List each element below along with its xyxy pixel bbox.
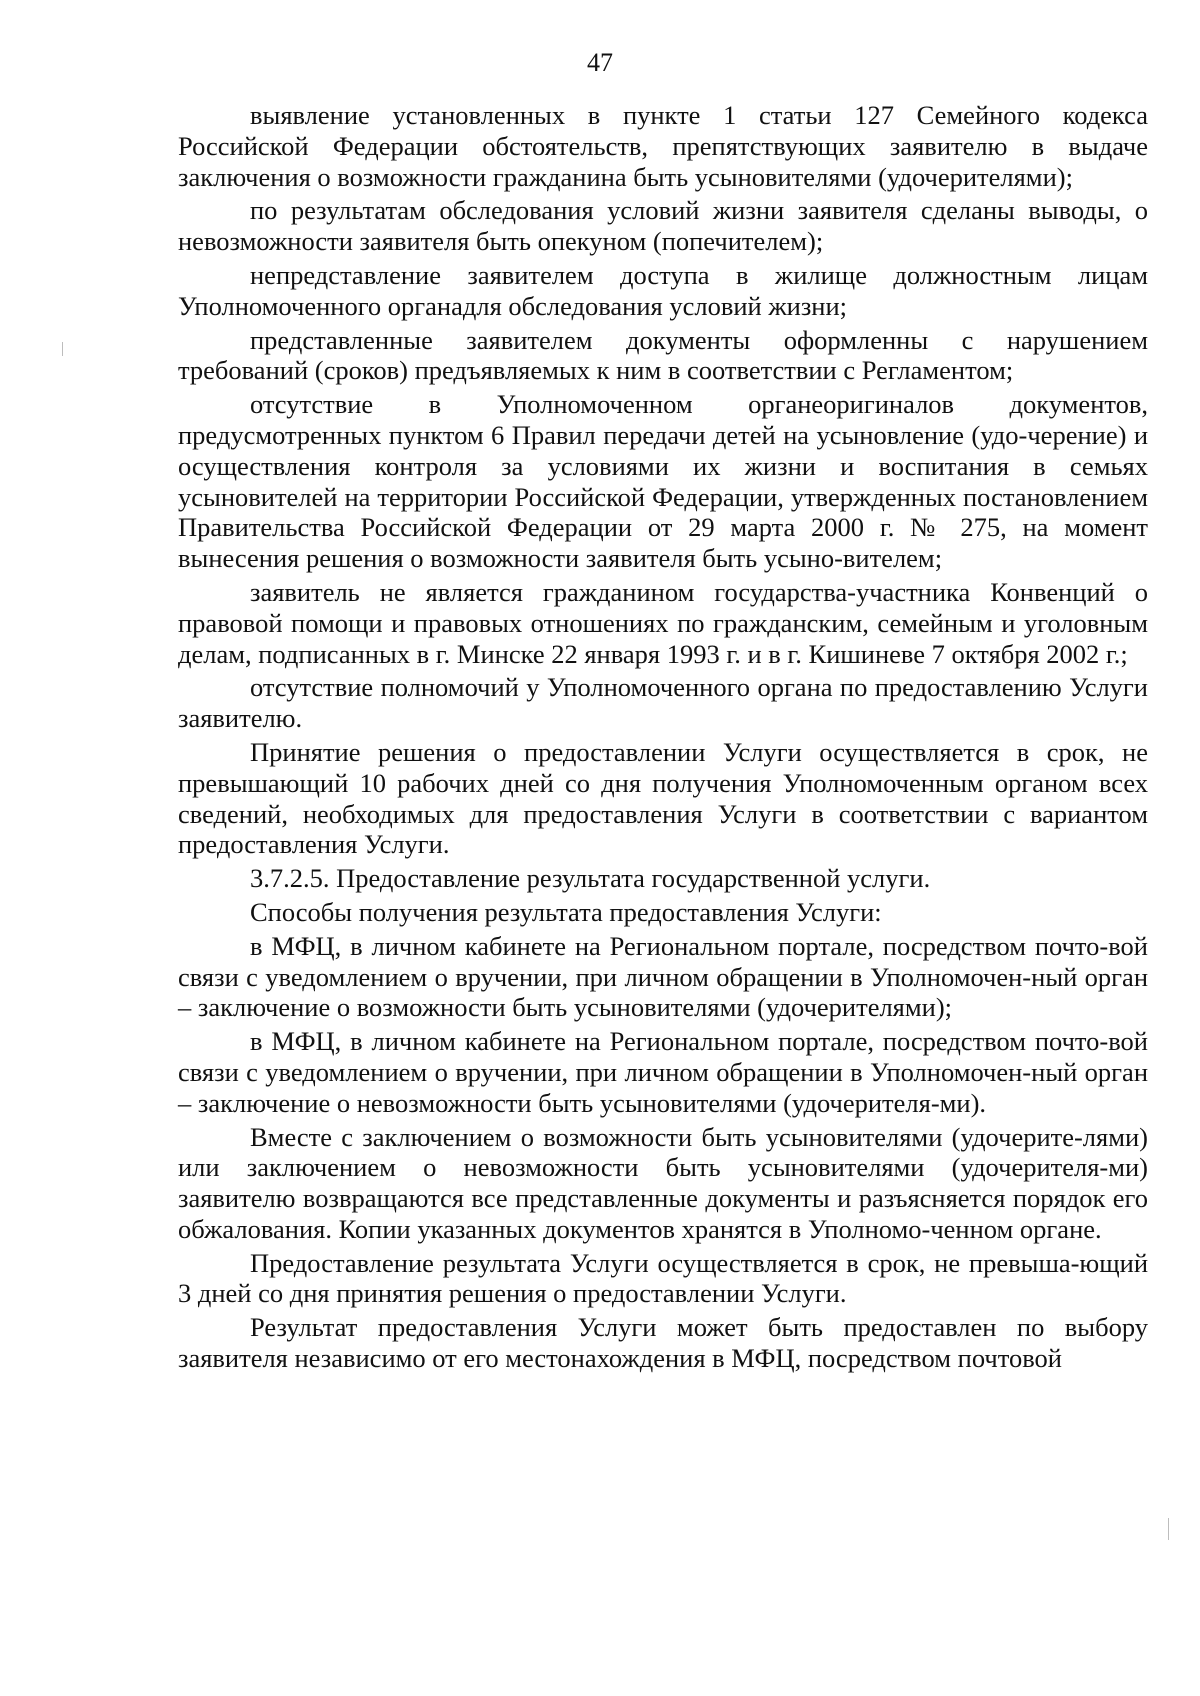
scan-mark-left (62, 342, 63, 356)
paragraph: Вместе с заключением о возможности быть усыновителями (удочерите-лями) или заключением о невозможности быть усыновителями (удочерителя-ми) заявителю возвращаются все представленные документы и разъясняется порядок его обжалования. Копии указанных документов хранятся в Уполномо-ченном органе. (178, 1121, 1148, 1244)
paragraph: по результатам обследования условий жизни заявителя сделаны выводы, о невозможности заявителя быть опекуном (попечителем); (178, 195, 1148, 257)
document-body (178, 100, 1148, 1377)
paragraph: выявление установленных в пункте 1 статьи 127 Семейного кодекса Российской Федерации обстоятельств, препятствующих заявителю в выдаче заключения о возможности гражданина быть усыновителями (удочерителями); (178, 100, 1148, 192)
page-number: 47 (587, 48, 613, 77)
paragraph: Принятие решения о предоставлении Услуги осуществляется в срок, не превышающий 10 рабочих дней со дня получения Уполномоченным органом всех сведений, необходимых для предоставления Услуги в соответствии с вариантом предоставления Услуги. (178, 736, 1148, 860)
paragraph: в МФЦ, в личном кабинете на Региональном портале, посредством почто-вой связи с уведомлением о вручении, при личном обращении в Уполномочен-ный орган – заключение о невозможности быть усыновителями (удочерителя-ми). (178, 1026, 1148, 1118)
paragraph: непредставление заявителем доступа в жилище должностным лицам Уполномоченного органадля обследования условий жизни; (178, 259, 1148, 321)
paragraph: Предоставление результата Услуги осуществляется в срок, не превыша-ющий 3 дней со дня принятия решения о предоставлении Услуги. (178, 1247, 1148, 1309)
paragraph: Способы получения результата предоставления Услуги: (250, 896, 882, 927)
paragraph: представленные заявителем документы оформленны с нарушением требований (сроков) предъявляемых к ним в соответствии с Регламентом; (178, 324, 1148, 386)
paragraph: отсутствие полномочий у Уполномоченного органа по предоставлению Услуги заявителю. (178, 672, 1148, 734)
scan-mark-right (1168, 1518, 1169, 1540)
paragraph: Результат предоставления Услуги может быть предоставлен по выбору заявителя независимо от его местонахождения в МФЦ, посредством почтовой (178, 1312, 1148, 1374)
paragraph: заявитель не является гражданином государства-участника Конвенций о правовой помощи и правовых отношениях по гражданским, семейным и уголовным делам, подписанных в г. Минске 22 января 1993 г. и в г. Кишиневе 7 октября 2002 г.; (178, 576, 1148, 669)
paragraph: отсутствие в Уполномоченном органеоригиналов документов, предусмотренных пунктом 6 Правил передачи детей на усыновление (удо-черение) и осуществления контроля за условиями их жизни и воспитания в семьях усыновителей на территории Российской Федерации, утвержденных постановлением Правительства Российской Федерации от 29 марта 2000 г. № 275, на момент вынесения решения о возможности заявителя быть усыно-вителем; (178, 389, 1148, 574)
paragraph: в МФЦ, в личном кабинете на Региональном портале, посредством почто-вой связи с уведомлением о вручении, при личном обращении в Уполномочен-ный орган – заключение о возможности быть усыновителями (удочерителями); (178, 930, 1148, 1023)
section-heading: 3.7.2.5. Предоставление результата государственной услуги. (250, 863, 931, 894)
